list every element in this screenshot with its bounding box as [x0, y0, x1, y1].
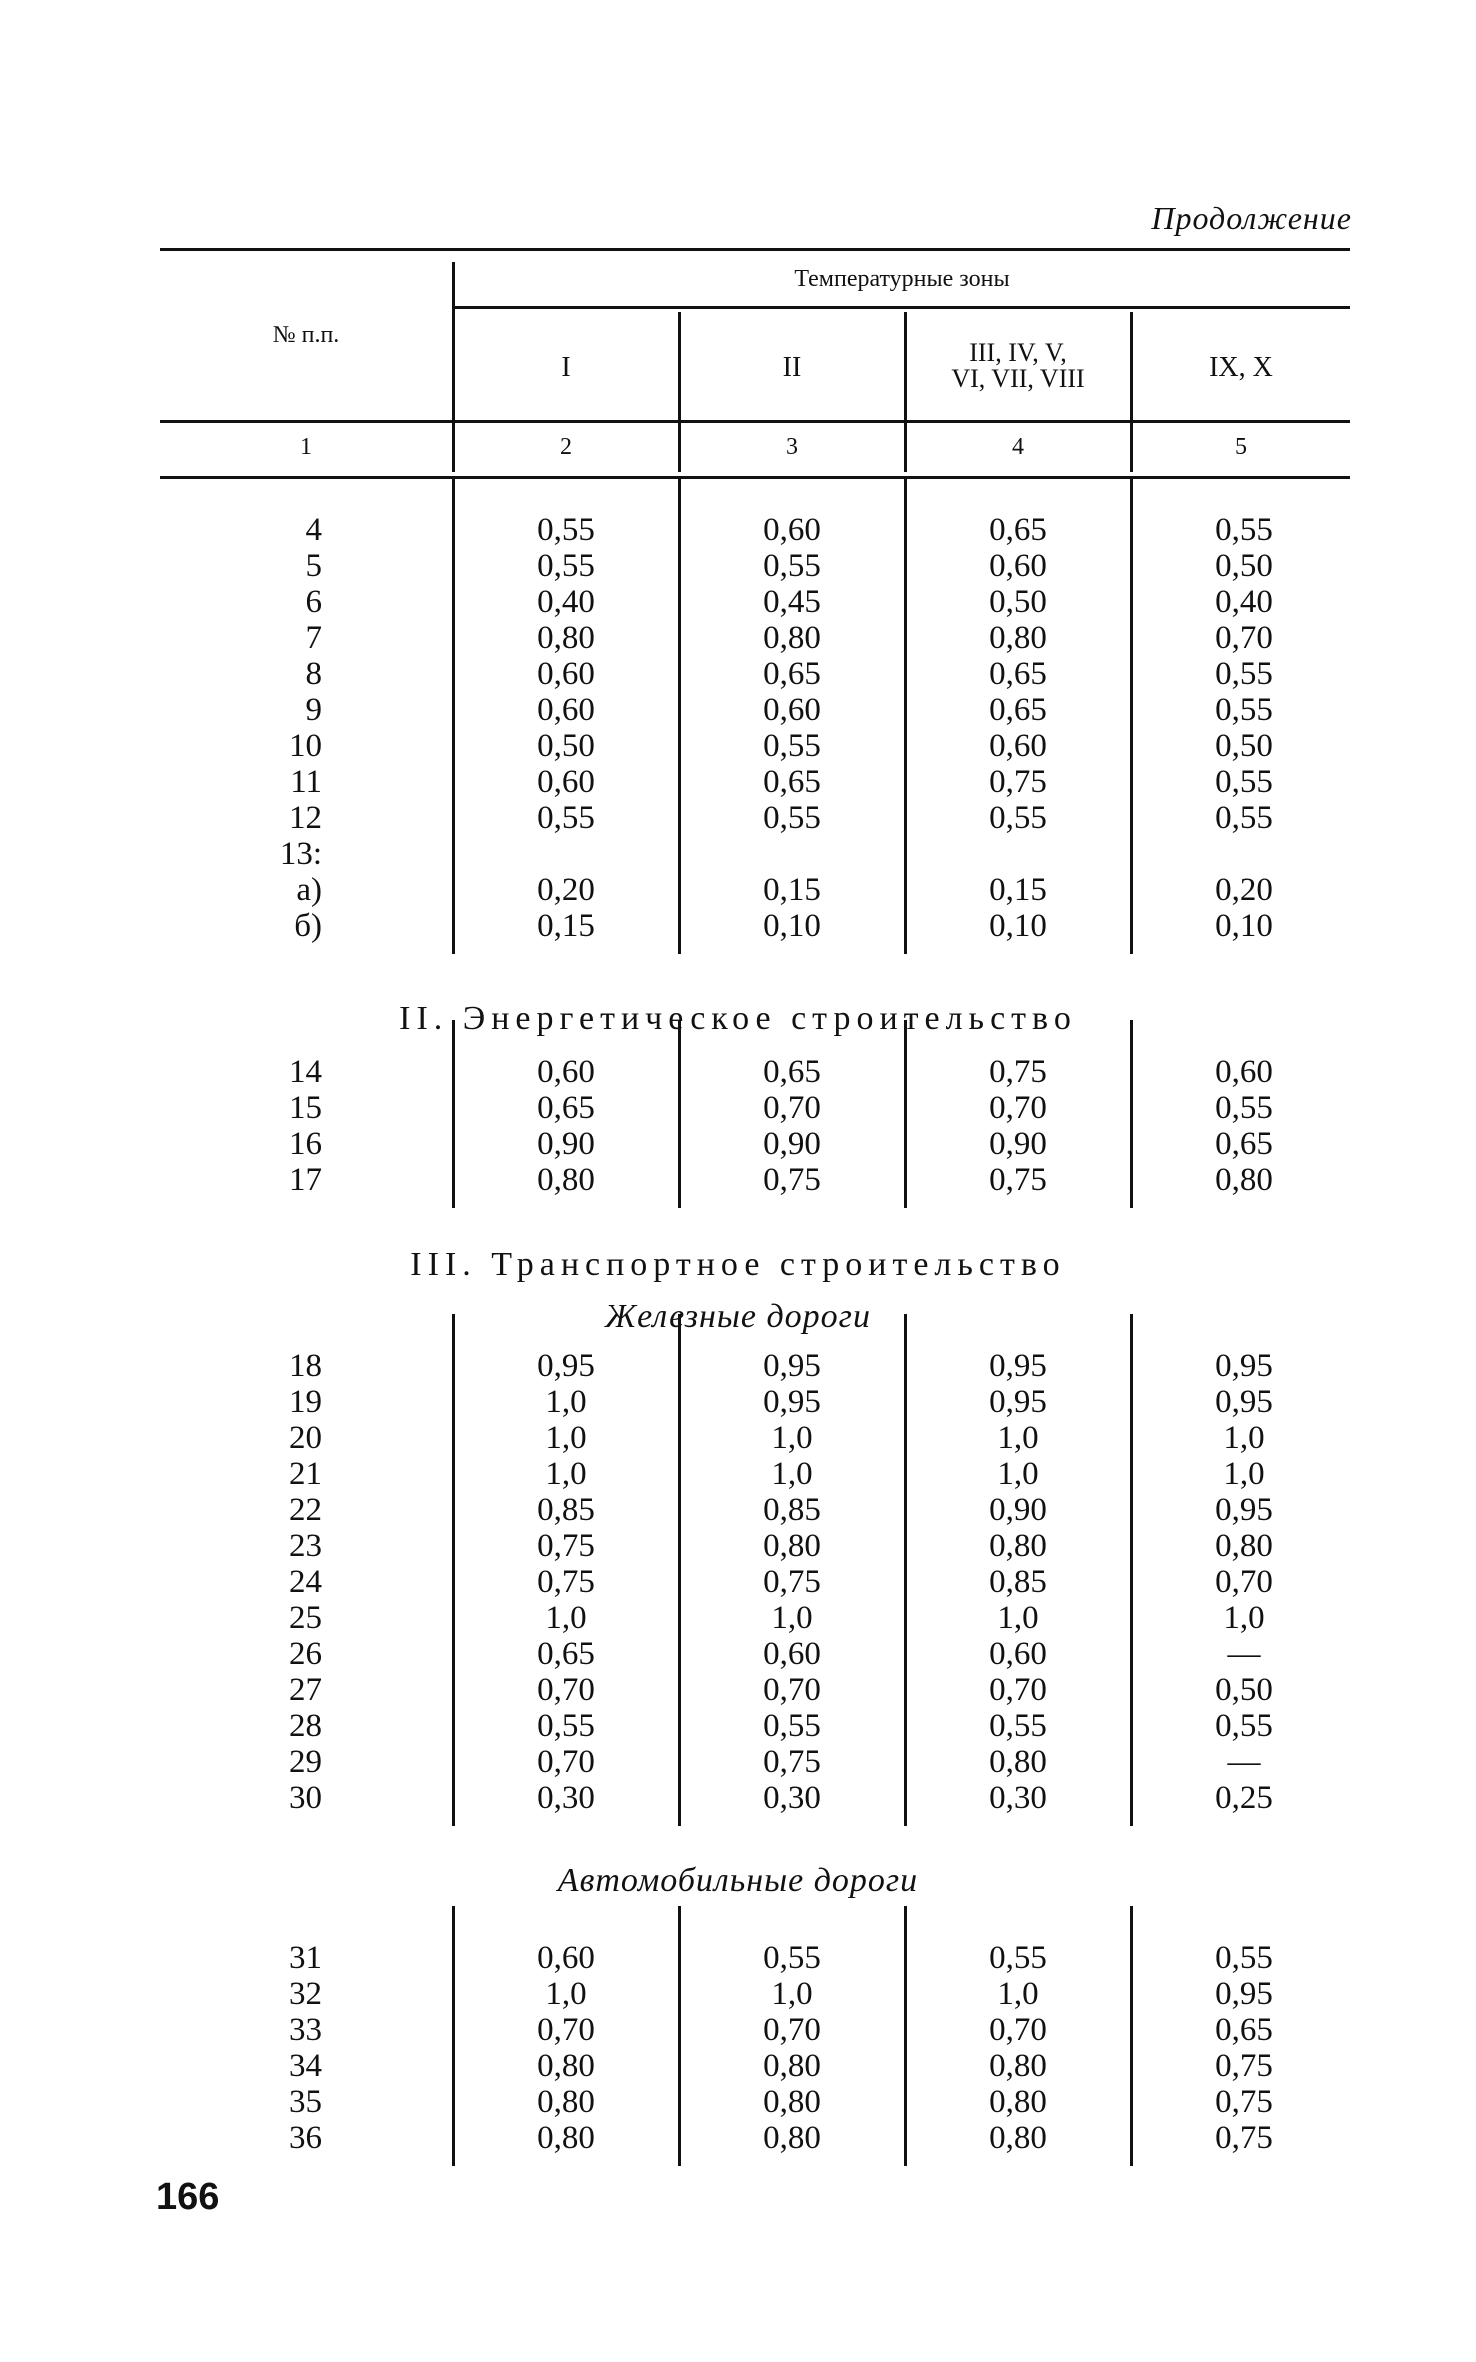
zone-value-1: 0,60 [537, 692, 595, 728]
zone-value-1: 1,0 [545, 1420, 587, 1456]
zone-value-4: 1,0 [1223, 1420, 1265, 1456]
zone-value-3: 1,0 [997, 1600, 1039, 1636]
zone-value-4: 0,65 [1215, 1126, 1273, 1162]
row-number: 33 [289, 2012, 322, 2048]
zone-value-4: 0,50 [1215, 728, 1273, 764]
zone-value-2: 0,55 [763, 1940, 821, 1976]
column-divider [452, 1314, 455, 1826]
zone-value-4: 0,95 [1215, 1348, 1273, 1384]
zone-value-1: 0,90 [537, 1126, 595, 1162]
zone-value-1: 0,60 [537, 1940, 595, 1976]
row-number: 18 [289, 1348, 322, 1384]
zone-value-2: 0,85 [763, 1492, 821, 1528]
zone-value-3: 0,55 [989, 1940, 1047, 1976]
col-number-1: 1 [300, 434, 312, 460]
zone-value-2: 0,95 [763, 1384, 821, 1420]
zone-value-1: 0,70 [537, 1744, 595, 1780]
zone-value-4: 0,50 [1215, 548, 1273, 584]
zone-value-1: 0,65 [537, 1636, 595, 1672]
column-divider [904, 1314, 907, 1826]
zone-value-1: 0,65 [537, 1090, 595, 1126]
zone-value-4: 0,65 [1215, 2012, 1273, 2048]
zone-value-1: 0,40 [537, 584, 595, 620]
zone-value-1: 1,0 [545, 1600, 587, 1636]
zone-value-3: 0,95 [989, 1384, 1047, 1420]
col-number-5: 5 [1235, 434, 1247, 460]
column-divider [904, 1020, 907, 1208]
zone-value-1: 0,75 [537, 1564, 595, 1600]
row-number: 12 [289, 800, 322, 836]
zone-value-4: 0,55 [1215, 656, 1273, 692]
zone-value-3: 0,15 [989, 872, 1047, 908]
column-divider [904, 1906, 907, 2166]
zone-value-2: 0,95 [763, 1348, 821, 1384]
column-divider [904, 478, 907, 954]
zone-value-2: 0,80 [763, 620, 821, 656]
zone-value-4: 0,70 [1215, 620, 1273, 656]
zone-value-2: 0,65 [763, 1054, 821, 1090]
zone-value-2: 0,65 [763, 656, 821, 692]
zone-value-3: 0,65 [989, 512, 1047, 548]
row-number: 25 [289, 1600, 322, 1636]
row-number: 13: [279, 836, 322, 872]
zone-value-1: 0,80 [537, 1162, 595, 1198]
row-number: 34 [289, 2048, 322, 2084]
row-number: 14 [289, 1054, 322, 1090]
row-number: 29 [289, 1744, 322, 1780]
zone-value-3: 0,65 [989, 692, 1047, 728]
zone-value-2: 0,60 [763, 1636, 821, 1672]
zone-value-2: 1,0 [771, 1456, 813, 1492]
zone-value-2: 0,55 [763, 548, 821, 584]
zone-value-3: 0,70 [989, 1672, 1047, 1708]
zone-value-1: 0,80 [537, 2084, 595, 2120]
zone-value-1: 0,50 [537, 728, 595, 764]
row-number: 9 [305, 692, 322, 728]
zone-value-1: 0,55 [537, 512, 595, 548]
num-column-header: № п.п. [272, 322, 340, 348]
zone-value-4: 0,80 [1215, 1528, 1273, 1564]
subsection-title: Железные дороги [605, 1298, 871, 1335]
zone-value-1: 0,15 [537, 908, 595, 944]
zone-value-1: 0,30 [537, 1780, 595, 1816]
zone-value-2: 0,80 [763, 2048, 821, 2084]
row-number: 5 [305, 548, 322, 584]
row-number: 36 [289, 2120, 322, 2156]
zone-value-1: 0,60 [537, 1054, 595, 1090]
zone-header-2: II [782, 352, 802, 383]
column-divider [1130, 1314, 1133, 1826]
zone-value-2: 1,0 [771, 1976, 813, 2012]
zone-value-4: 0,95 [1215, 1384, 1273, 1420]
row-number: 8 [305, 656, 322, 692]
column-divider [678, 1314, 681, 1826]
zone-value-3: 0,60 [989, 728, 1047, 764]
zone-value-3: 0,75 [989, 1162, 1047, 1198]
zone-value-2: 0,60 [763, 692, 821, 728]
zone-value-3: 1,0 [997, 1456, 1039, 1492]
row-number: 15 [289, 1090, 322, 1126]
zone-value-3: 0,60 [989, 1636, 1047, 1672]
zone-value-2: 0,55 [763, 1708, 821, 1744]
column-divider [678, 478, 681, 954]
zone-value-3: 0,60 [989, 548, 1047, 584]
zone-value-4: 0,75 [1215, 2084, 1273, 2120]
zone-value-3: 0,80 [989, 1744, 1047, 1780]
row-number: 11 [290, 764, 322, 800]
row-number: 19 [289, 1384, 322, 1420]
zone-value-4: 0,40 [1215, 584, 1273, 620]
zone-value-2: 0,80 [763, 2120, 821, 2156]
row-number: 16 [289, 1126, 322, 1162]
column-divider [452, 1906, 455, 2166]
zone-value-2: 0,30 [763, 1780, 821, 1816]
section-title: III. Транспортное строительство [410, 1246, 1066, 1283]
zone-value-4: 0,75 [1215, 2120, 1273, 2156]
column-divider [1130, 1020, 1133, 1208]
zone-value-4: — [1227, 1744, 1261, 1780]
zone-value-2: 0,10 [763, 908, 821, 944]
zone-value-1: 0,85 [537, 1492, 595, 1528]
zone-value-4: 0,25 [1215, 1780, 1273, 1816]
zone-value-3: 0,50 [989, 584, 1047, 620]
section-title: II. Энергетическое строительство [399, 1000, 1077, 1037]
zone-value-1: 0,80 [537, 2048, 595, 2084]
row-number: 4 [305, 512, 322, 548]
zone-value-1: 0,55 [537, 1708, 595, 1744]
column-divider [452, 1020, 455, 1208]
zone-value-2: 0,70 [763, 1090, 821, 1126]
zone-value-3: 0,80 [989, 2084, 1047, 2120]
row-number: 7 [305, 620, 322, 656]
row-number: 22 [289, 1492, 322, 1528]
row-number: 28 [289, 1708, 322, 1744]
zone-value-1: 0,60 [537, 764, 595, 800]
header-bottom-rule [160, 476, 1350, 479]
column-divider [452, 478, 455, 954]
zone-value-4: 1,0 [1223, 1600, 1265, 1636]
zone-value-4: 0,10 [1215, 908, 1273, 944]
zone-value-3: 0,75 [989, 764, 1047, 800]
zone-value-4: 0,50 [1215, 1672, 1273, 1708]
zone-value-3: 1,0 [997, 1420, 1039, 1456]
row-number: 27 [289, 1672, 322, 1708]
zone-value-1: 0,60 [537, 656, 595, 692]
zone-value-3: 0,55 [989, 1708, 1047, 1744]
zone-value-4: 0,80 [1215, 1162, 1273, 1198]
zone-value-3: 0,70 [989, 2012, 1047, 2048]
row-number: 26 [289, 1636, 322, 1672]
zone-value-4: 0,75 [1215, 2048, 1273, 2084]
zone-value-4: — [1227, 1636, 1261, 1672]
zone-header-1: I [561, 352, 571, 383]
header-top-rule [160, 248, 1350, 251]
zone-value-2: 0,15 [763, 872, 821, 908]
zone-value-3: 0,65 [989, 656, 1047, 692]
column-divider [1130, 1906, 1133, 2166]
zone-value-2: 1,0 [771, 1420, 813, 1456]
row-number: 21 [289, 1456, 322, 1492]
row-number: 31 [289, 1940, 322, 1976]
row-number: 23 [289, 1528, 322, 1564]
continuation-label: Продолжение [1151, 200, 1352, 236]
row-number: 10 [289, 728, 322, 764]
zone-value-4: 0,20 [1215, 872, 1273, 908]
zone-value-1: 0,70 [537, 1672, 595, 1708]
zone-value-4: 0,95 [1215, 1492, 1273, 1528]
zone-value-4: 0,55 [1215, 1708, 1273, 1744]
zone-value-3: 0,95 [989, 1348, 1047, 1384]
zone-value-3: 0,85 [989, 1564, 1047, 1600]
zone-value-4: 0,55 [1215, 1090, 1273, 1126]
zone-value-2: 0,80 [763, 1528, 821, 1564]
column-divider [678, 1906, 681, 2166]
row-number: 24 [289, 1564, 322, 1600]
zone-value-2: 0,70 [763, 1672, 821, 1708]
row-number: 17 [289, 1162, 322, 1198]
zone-value-3: 0,80 [989, 2048, 1047, 2084]
zone-value-3: 1,0 [997, 1976, 1039, 2012]
zone-value-3: 0,75 [989, 1054, 1047, 1090]
zone-value-1: 0,55 [537, 548, 595, 584]
zone-value-3: 0,80 [989, 1528, 1047, 1564]
zone-value-1: 1,0 [545, 1976, 587, 2012]
row-number: 35 [289, 2084, 322, 2120]
col-number-2: 2 [560, 434, 572, 460]
zone-value-2: 0,45 [763, 584, 821, 620]
zone-value-2: 0,55 [763, 800, 821, 836]
zone-value-2: 1,0 [771, 1600, 813, 1636]
zone-value-4: 0,55 [1215, 764, 1273, 800]
zone-value-1: 0,20 [537, 872, 595, 908]
zone-header-4: IX, X [1209, 352, 1273, 383]
header-mid-rule [160, 420, 1350, 423]
zone-value-3: 0,70 [989, 1090, 1047, 1126]
zone-header-3: III, IV, V, VI, VII, VIII [951, 338, 1085, 393]
zone-value-2: 0,75 [763, 1744, 821, 1780]
zone-value-1: 0,80 [537, 2120, 595, 2156]
zone-value-3: 0,90 [989, 1126, 1047, 1162]
zone-value-4: 1,0 [1223, 1456, 1265, 1492]
row-number: 20 [289, 1420, 322, 1456]
zone-value-2: 0,65 [763, 764, 821, 800]
col-number-3: 3 [786, 434, 798, 460]
row-number: б) [294, 908, 322, 944]
zone-value-4: 0,55 [1215, 800, 1273, 836]
zone-value-4: 0,55 [1215, 1940, 1273, 1976]
zone-value-1: 0,70 [537, 2012, 595, 2048]
zone-value-1: 0,80 [537, 620, 595, 656]
zone-value-3: 0,80 [989, 620, 1047, 656]
zone-value-3: 0,10 [989, 908, 1047, 944]
zone-value-2: 0,75 [763, 1564, 821, 1600]
zone-value-4: 0,60 [1215, 1054, 1273, 1090]
row-number: 32 [289, 1976, 322, 2012]
zones-rule [454, 306, 1350, 309]
subsection-title: Автомобильные дороги [557, 1862, 919, 1899]
row-number: 30 [289, 1780, 322, 1816]
zone-value-2: 0,60 [763, 512, 821, 548]
page-number: 166 [156, 2176, 220, 2218]
zone-value-3: 0,55 [989, 800, 1047, 836]
zone-value-1: 1,0 [545, 1456, 587, 1492]
column-divider [1130, 478, 1133, 954]
zone-value-4: 0,55 [1215, 512, 1273, 548]
zones-title: Температурные зоны [794, 266, 1010, 292]
zone-value-3: 0,90 [989, 1492, 1047, 1528]
zone-value-2: 0,70 [763, 2012, 821, 2048]
col-number-4: 4 [1012, 434, 1024, 460]
zone-value-4: 0,55 [1215, 692, 1273, 728]
zone-value-1: 1,0 [545, 1384, 587, 1420]
zone-value-1: 0,75 [537, 1528, 595, 1564]
zone-value-1: 0,95 [537, 1348, 595, 1384]
zone-value-3: 0,80 [989, 2120, 1047, 2156]
row-number: 6 [305, 584, 322, 620]
column-divider [678, 1020, 681, 1208]
zone-value-1: 0,55 [537, 800, 595, 836]
zone-value-2: 0,55 [763, 728, 821, 764]
zone-value-2: 0,90 [763, 1126, 821, 1162]
zone-value-4: 0,70 [1215, 1564, 1273, 1600]
zone-value-2: 0,75 [763, 1162, 821, 1198]
zone-value-4: 0,95 [1215, 1976, 1273, 2012]
zone-value-3: 0,30 [989, 1780, 1047, 1816]
row-number: а) [296, 872, 322, 908]
zone-value-2: 0,80 [763, 2084, 821, 2120]
